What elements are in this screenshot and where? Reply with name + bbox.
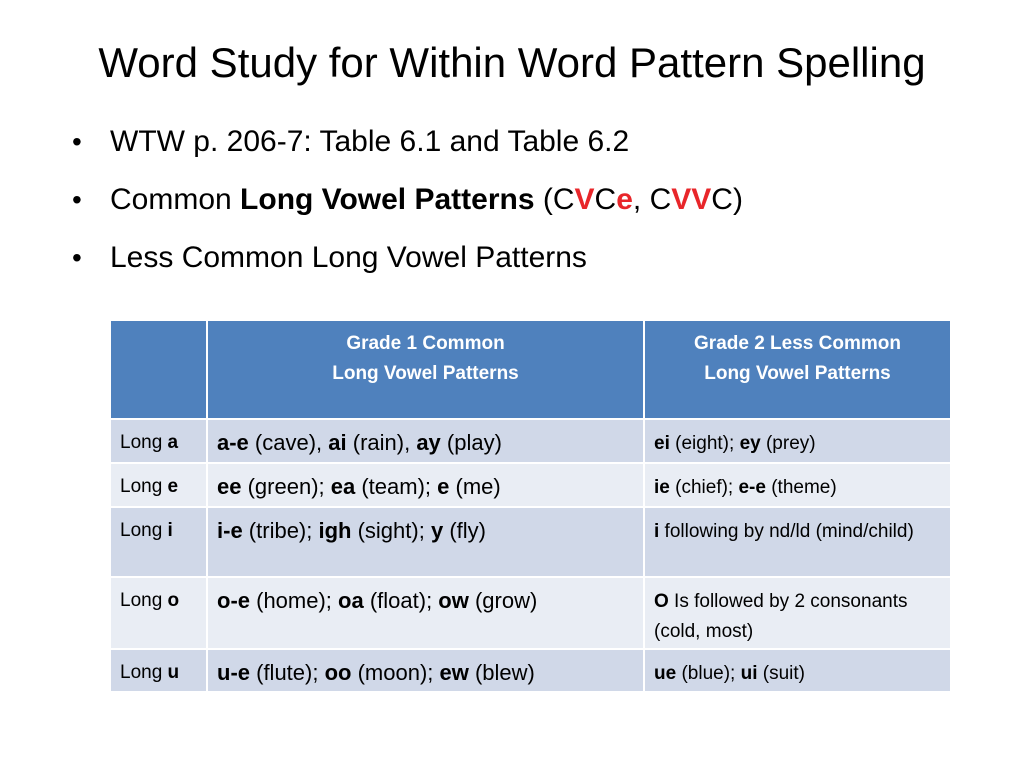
bullet-dot-icon: • xyxy=(72,242,82,273)
row-label: Long xyxy=(120,520,168,541)
bullet-text xyxy=(110,183,743,216)
table-row xyxy=(110,507,951,577)
row-label-vowel: e xyxy=(167,476,179,497)
pattern-example: (prey) xyxy=(760,433,816,454)
bullet-text-part: , C xyxy=(632,183,672,216)
grade1-pattern-cell xyxy=(207,463,644,507)
bullet-text-part: (C xyxy=(534,183,575,216)
pattern-example: (blew) xyxy=(468,660,535,685)
row-label-cell xyxy=(110,649,207,692)
pattern-bold: a-e xyxy=(217,430,249,455)
pattern-bold: e-e xyxy=(738,477,766,498)
pattern-example: (play) xyxy=(440,430,502,455)
row-label-vowel: o xyxy=(167,590,180,611)
pattern-example: (eight); xyxy=(669,433,740,454)
grade2-pattern-cell xyxy=(644,507,951,577)
grade2-pattern-cell xyxy=(644,577,951,649)
pattern-bold: o-e xyxy=(217,588,250,613)
pattern-bold: oa xyxy=(338,588,364,613)
bullet-text-part: C xyxy=(594,183,617,216)
vowel-patterns-table xyxy=(109,319,952,693)
bullet-text-part: Common xyxy=(110,183,241,216)
pattern-bold: ei xyxy=(654,433,670,454)
pattern-bold: ai xyxy=(328,430,347,455)
row-label-cell xyxy=(110,463,207,507)
header-line: Grade 2 Less Common xyxy=(694,333,901,354)
pattern-bold: ie xyxy=(654,477,670,498)
pattern-bold: y xyxy=(430,518,444,543)
pattern-example: (sight); xyxy=(351,518,431,543)
row-label-vowel: u xyxy=(167,662,180,683)
pattern-example: (fly) xyxy=(443,518,486,543)
row-label: Long xyxy=(120,662,168,683)
bullet-dot-icon: • xyxy=(72,184,82,215)
pattern-example: Is followed by 2 consonants (cold, most) xyxy=(654,591,908,642)
row-label-cell xyxy=(110,577,207,649)
bullet-text: WTW p. 206-7: Table 6.1 and Table 6.2 xyxy=(110,125,630,158)
pattern-bold: igh xyxy=(318,518,352,543)
pattern-example: (moon); xyxy=(351,660,440,685)
pattern-example: (rain), xyxy=(346,430,417,455)
pattern-bold: ea xyxy=(330,474,356,499)
header-grade1 xyxy=(207,320,644,419)
header-empty-cell xyxy=(110,320,207,419)
bullet-item xyxy=(70,234,743,292)
pattern-bold: ey xyxy=(739,433,761,454)
pattern-bold: ew xyxy=(439,660,469,685)
pattern-bold: ee xyxy=(217,474,242,499)
table-row xyxy=(110,463,951,507)
pattern-example: (me) xyxy=(449,474,501,499)
grade2-pattern-cell xyxy=(644,463,951,507)
header-line: Long Vowel Patterns xyxy=(332,363,519,384)
pattern-example: (blue); xyxy=(676,663,741,684)
pattern-bold: ue xyxy=(654,663,677,684)
pattern-example: (team); xyxy=(355,474,438,499)
pattern-example: (theme) xyxy=(765,477,837,498)
row-label: Long xyxy=(120,590,168,611)
row-label-cell xyxy=(110,419,207,463)
row-label-vowel: a xyxy=(167,432,179,453)
header-line: Grade 1 Common xyxy=(346,333,505,354)
row-label: Long xyxy=(120,432,168,453)
pattern-example: (tribe); xyxy=(242,518,319,543)
grade1-pattern-cell xyxy=(207,649,644,692)
pattern-example: (green); xyxy=(241,474,331,499)
pattern-bold: i xyxy=(654,521,660,542)
pattern-example: (float); xyxy=(363,588,439,613)
pattern-example: (grow) xyxy=(468,588,538,613)
bullet-text-part: C) xyxy=(711,183,743,216)
pattern-bold: u-e xyxy=(217,660,250,685)
pattern-highlight: VV xyxy=(671,183,712,216)
bullet-dot-icon: • xyxy=(72,126,82,157)
pattern-example: (chief); xyxy=(669,477,739,498)
grade1-pattern-cell xyxy=(207,507,644,577)
pattern-highlight: e xyxy=(616,183,633,216)
slide-title: Word Study for Within Word Pattern Spelling xyxy=(98,39,926,86)
bullet-item xyxy=(70,176,743,234)
table-row xyxy=(110,649,951,692)
pattern-bold: i-e xyxy=(217,518,243,543)
bullet-list xyxy=(70,118,743,292)
grade1-pattern-cell xyxy=(207,419,644,463)
pattern-example: (flute); xyxy=(250,660,325,685)
header-grade2 xyxy=(644,320,951,419)
table-row xyxy=(110,577,951,649)
pattern-example: following by nd/ld (mind/child) xyxy=(659,521,914,542)
pattern-bold: oo xyxy=(324,660,352,685)
header-line: Long Vowel Patterns xyxy=(704,363,891,384)
pattern-example: (home); xyxy=(250,588,339,613)
pattern-example: (suit) xyxy=(757,663,805,684)
pattern-example: (cave), xyxy=(248,430,329,455)
row-label-cell xyxy=(110,507,207,577)
grade2-pattern-cell xyxy=(644,649,951,692)
grade2-pattern-cell xyxy=(644,419,951,463)
table-header-row xyxy=(110,320,951,419)
grade1-pattern-cell xyxy=(207,577,644,649)
pattern-bold: ow xyxy=(438,588,469,613)
pattern-bold: ui xyxy=(740,663,758,684)
bullet-bold-text: Long Vowel Patterns xyxy=(240,183,535,216)
bullet-text: Less Common Long Vowel Patterns xyxy=(110,241,587,274)
pattern-bold: O xyxy=(654,591,669,612)
row-label: Long xyxy=(120,476,168,497)
bullet-item xyxy=(70,118,743,176)
pattern-bold: e xyxy=(437,474,450,499)
pattern-bold: ay xyxy=(416,430,441,455)
row-label-vowel: i xyxy=(167,520,173,541)
pattern-highlight: V xyxy=(574,183,595,216)
table-row xyxy=(110,419,951,463)
